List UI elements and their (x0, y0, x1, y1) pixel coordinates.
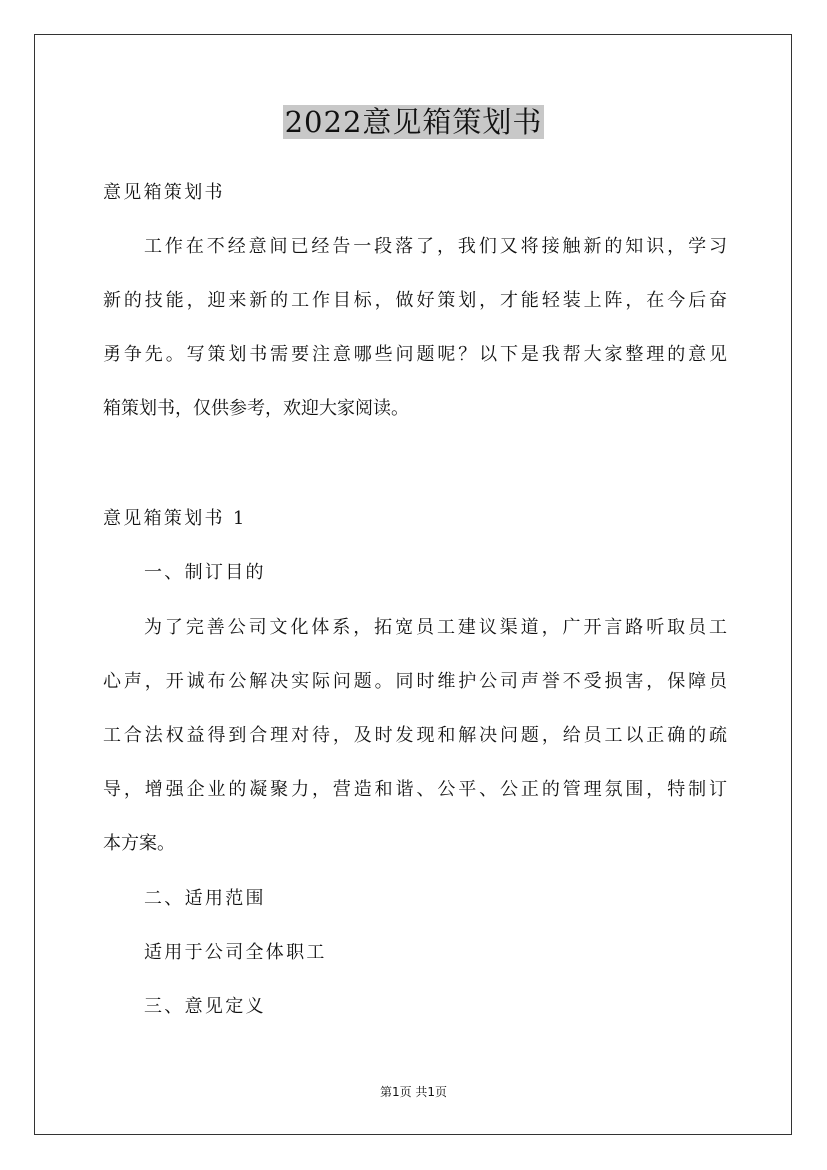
title-text: 2022意见箱策划书 (284, 105, 543, 139)
intro-line: 箱策划书，仅供参考，欢迎大家阅读。 (103, 398, 409, 419)
item-heading-definition: 三、意见定义 (144, 996, 266, 1017)
intro-line: 工作在不经意间已经告一段落了，我们又将接触新的知识，学习 (144, 236, 727, 257)
intro-line: 新的技能，迎来新的工作目标，做好策划，才能轻装上阵，在今后奋 (103, 290, 727, 311)
intro-line: 勇争先。写策划书需要注意哪些问题呢？以下是我帮大家整理的意见 (103, 344, 727, 365)
scope-text: 适用于公司全体职工 (144, 942, 327, 963)
section-heading: 意见箱策划书 1 (103, 508, 247, 529)
purpose-line: 本方案。 (103, 833, 175, 854)
item-heading-scope: 二、适用范围 (144, 888, 266, 909)
purpose-line: 心声，开诚布公解决实际问题。同时维护公司声誉不受损害，保障员 (103, 671, 727, 692)
intro-paragraph (103, 220, 727, 436)
page-footer: 第1页 共1页 (379, 1085, 448, 1099)
purpose-paragraph (103, 601, 727, 871)
purpose-line: 导，增强企业的凝聚力，营造和谐、公平、公正的管理氛围，特制订 (103, 779, 727, 800)
item-heading-purpose: 一、制订目的 (144, 562, 266, 583)
purpose-line: 为了完善公司文化体系，拓宽员工建议渠道，广开言路听取员工 (144, 617, 727, 638)
document-title (0, 102, 827, 142)
purpose-line: 工合法权益得到合理对待，及时发现和解决问题，给员工以正确的疏 (103, 725, 727, 746)
subtitle: 意见箱策划书 (103, 182, 225, 203)
